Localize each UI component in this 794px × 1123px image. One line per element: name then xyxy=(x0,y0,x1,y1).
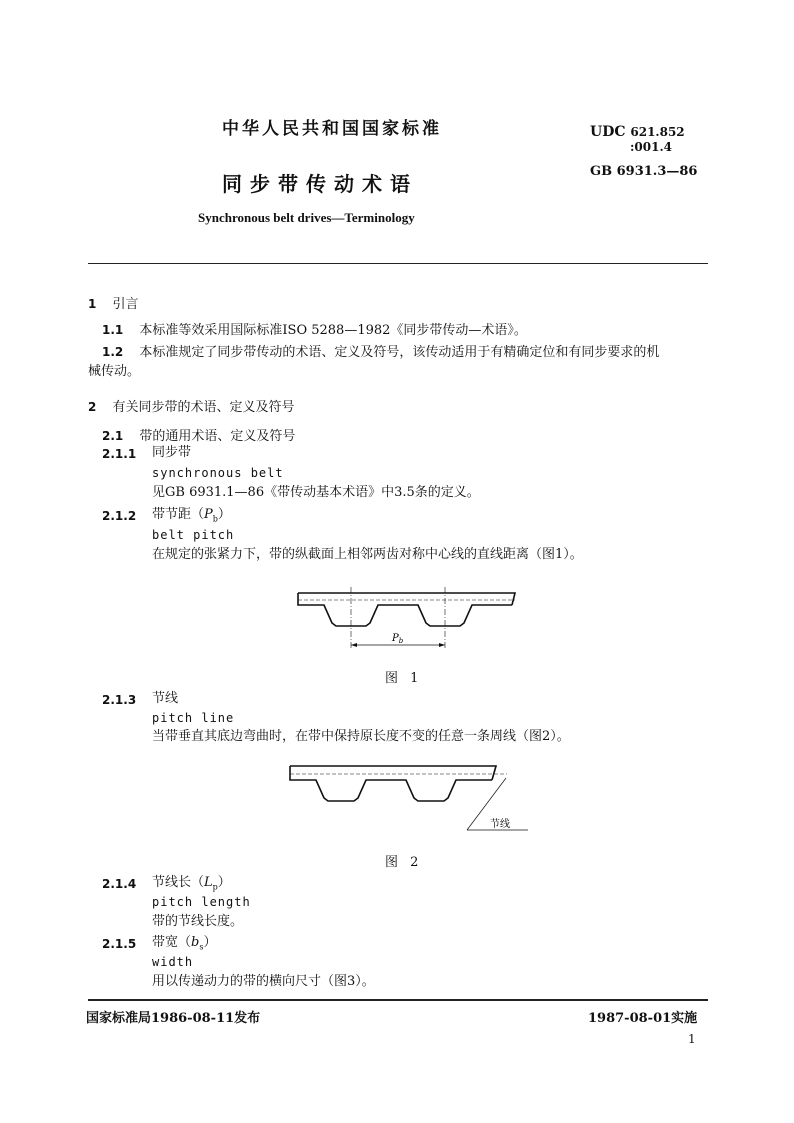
belt-profile xyxy=(298,593,515,626)
clause-2-1-5-en: width xyxy=(152,955,194,969)
clause-2-1-1-num: 2.1.1 xyxy=(102,447,137,461)
clause-2-1-2-en: belt pitch xyxy=(152,528,235,542)
figure-1-caption: 图 1 xyxy=(385,671,423,686)
issue-date: 国家标准局1986-08-11发布 xyxy=(86,1011,261,1026)
udc-label: UDC xyxy=(590,124,626,140)
udc-line2: :001.4 xyxy=(630,140,673,154)
clause-2-1-2-num: 2.1.2 xyxy=(102,509,137,523)
figure-1-belt-pitch xyxy=(290,585,520,655)
clause-2-1-4-en: pitch length xyxy=(152,895,251,909)
clause-2-1-5-term: 带宽$(b_s)$ xyxy=(152,935,217,952)
header-rule xyxy=(88,263,708,264)
standard-org-title: 中华人民共和国国家标准 xyxy=(222,119,442,139)
clause-1-1: 1.1 本标准等效采用国际标准ISO 5288—1982《同步带传动—术语》。 xyxy=(102,323,527,338)
title-zh: 同步带传动术语 xyxy=(222,172,418,196)
clause-2-1-3-term: 节线 xyxy=(152,691,179,706)
clause-2-1-3-en: pitch line xyxy=(152,711,235,725)
clause-2-1-1-def: 见GB 6931.1—86《带传动基本术语》中3.5条的定义。 xyxy=(152,485,480,500)
clause-2-1-5-def: 用以传递动力的带的横向尺寸（图3）。 xyxy=(152,974,375,989)
dimension-label: $P_b$ xyxy=(392,633,404,645)
clause-2-1-4-num: 2.1.4 xyxy=(102,877,137,891)
clause-2-1-3-num: 2.1.3 xyxy=(102,693,137,707)
figure-2-pitch-line xyxy=(282,760,532,842)
footer-rule xyxy=(88,999,708,1001)
clause-2-1-2-def: 在规定的张紧力下，带的纵截面上相邻两齿对称中心线的直线距离（图1）。 xyxy=(152,547,583,562)
udc-code xyxy=(590,124,685,140)
clause-2-1-2-term: 带节距$(P_b)$ xyxy=(152,507,231,524)
effective-date: 1987-08-01实施 xyxy=(588,1011,698,1026)
clause-1-2: 1.2 本标准规定了同步带传动的术语、定义及符号，该传动适用于有精确定位和有同步要求的机 xyxy=(102,345,660,360)
gb-number: GB 6931.3—86 xyxy=(590,164,698,179)
clause-2-1-1-en: synchronous belt xyxy=(152,466,284,480)
clause-2-1-3-def: 当带垂直其底边弯曲时，在带中保持原长度不变的任意一条周线（图2）。 xyxy=(152,729,570,744)
figure-2-caption: 图 2 xyxy=(385,855,423,870)
udc-line1: 621.852 xyxy=(630,125,685,139)
clause-2-1-1-term: 同步带 xyxy=(152,445,192,460)
page-number: 1 xyxy=(688,1032,696,1046)
section-1-heading: 1 引言 xyxy=(88,297,139,312)
callout-label: 节线 xyxy=(490,819,510,830)
clause-2-1-4-term: 节线长$(L_p)$ xyxy=(152,875,231,892)
section-2-heading: 2 有关同步带的术语、定义及符号 xyxy=(88,400,295,415)
clause-2-1-5-num: 2.1.5 xyxy=(102,937,137,951)
clause-1-2-cont: 械传动。 xyxy=(88,364,141,379)
section-2-1-heading: 2.1 带的通用术语、定义及符号 xyxy=(102,429,296,444)
belt-profile xyxy=(290,766,496,801)
title-en: Synchronous belt drives—Terminology xyxy=(198,210,415,225)
clause-2-1-4-def: 带的节线长度。 xyxy=(152,914,244,929)
